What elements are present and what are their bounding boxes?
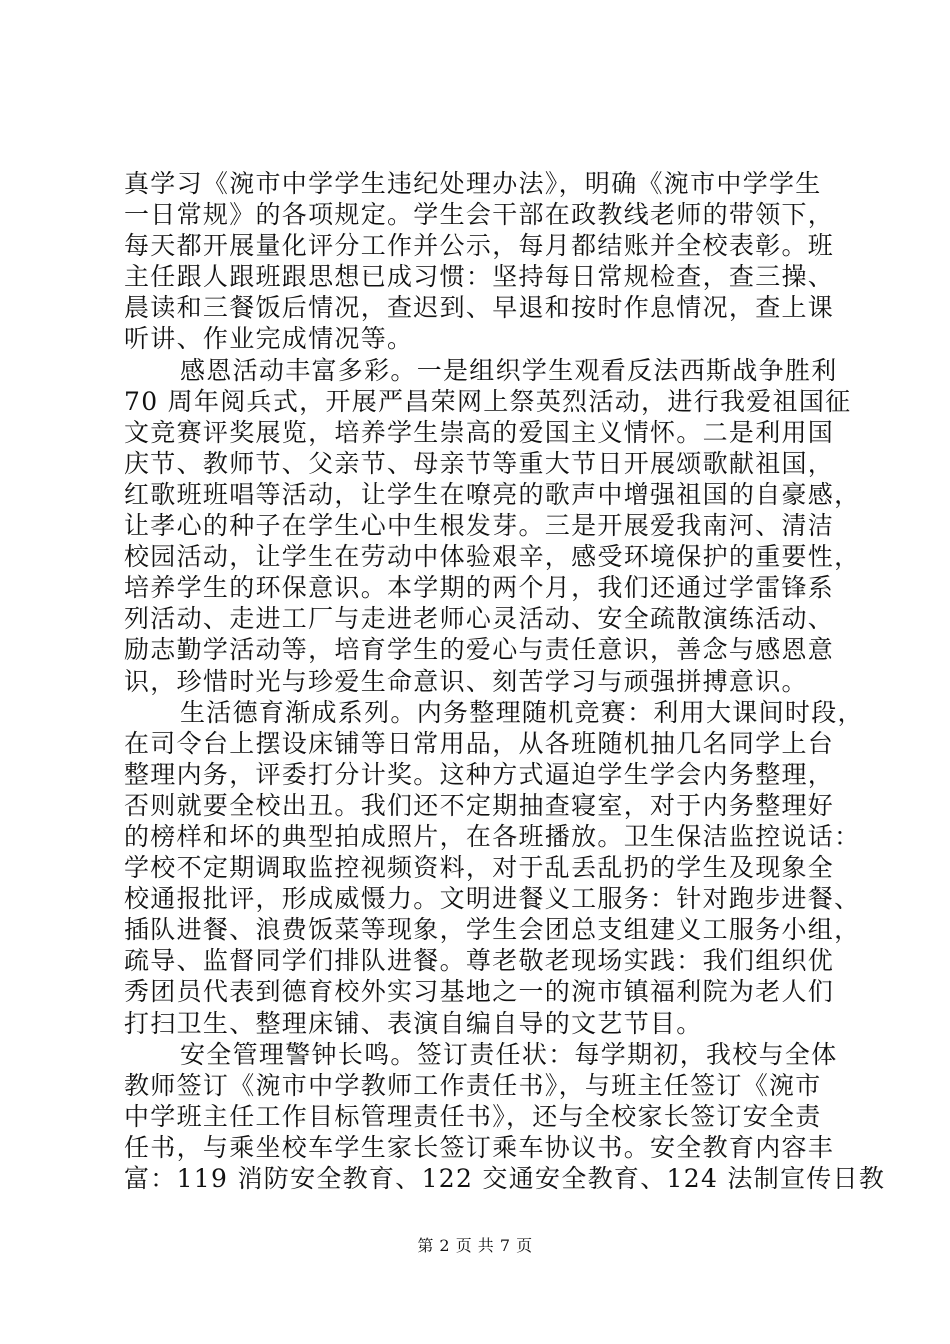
text-line: 校园活动，让学生在劳动中体验艰辛，感受环境保护的重要性， — [124, 542, 861, 572]
text-line: 校通报批评，形成威慑力。文明进餐义工服务：针对跑步进餐、 — [124, 884, 861, 914]
text-line: 中学班主任工作目标管理责任书》，还与全校家长签订安全责 — [124, 1101, 822, 1131]
text-line: 晨读和三餐饭后情况，查迟到、早退和按时作息情况，查上课 — [124, 293, 835, 323]
text-line: 励志勤学活动等，培育学生的爱心与责任意识，善念与感恩意 — [124, 635, 835, 665]
paragraph-start-line: 安全管理警钟长鸣。签订责任状：每学期初，我校与全体 — [180, 1039, 838, 1069]
text-line: 整理内务，评委打分计奖。这种方式逼迫学生学会内务整理， — [124, 759, 835, 789]
text-line: 每天都开展量化评分工作并公示，每月都结账并全校表彰。班 — [124, 231, 835, 261]
text-line: 插队进餐、浪费饭菜等现象，学生会团总支组建义工服务小组， — [124, 915, 861, 945]
body-text — [124, 168, 886, 1194]
text-line: 秀团员代表到德育校外实习基地之一的涴市镇福利院为老人们 — [124, 977, 835, 1007]
text-line: 任书，与乘坐校车学生家长签订乘车协议书。安全教育内容丰 — [124, 1132, 835, 1162]
text-line: 红歌班班唱等活动，让学生在嘹亮的歌声中增强祖国的自豪感， — [124, 479, 861, 509]
text-line: 学校不定期调取监控视频资料，对于乱丢乱扔的学生及现象全 — [124, 853, 835, 883]
text-line: 的榜样和坏的典型拍成照片，在各班播放。卫生保洁监控说话： — [124, 821, 861, 851]
text-line: 否则就要全校出丑。我们还不定期抽查寝室，对于内务整理好 — [124, 790, 835, 820]
text-line: 听讲、作业完成情况等。 — [124, 324, 414, 354]
text-line: 真学习《涴市中学学生违纪处理办法》，明确《涴市中学学生 — [124, 169, 822, 198]
text-line: 文竞赛评奖展览，培养学生崇高的爱国主义情怀。二是利用国 — [124, 417, 835, 447]
text-line: 培养学生的环保意识。本学期的两个月，我们还通过学雷锋系 — [124, 573, 835, 603]
text-line: 一日常规》的各项规定。学生会干部在政教线老师的带领下， — [124, 200, 835, 230]
text-line: 富：119 消防安全教育、122 交通安全教育、124 法制宣传日教 — [124, 1164, 886, 1193]
paragraph-start-line: 生活德育渐成系列。内务整理随机竞赛：利用大课间时段， — [180, 697, 864, 727]
text-line: 识，珍惜时光与珍爱生命意识、刻苦学习与顽强拼搏意识。 — [124, 666, 808, 696]
text-line: 庆节、教师节、父亲节、母亲节等重大节日开展颂歌献祖国， — [124, 448, 835, 478]
text-line: 教师签订《涴市中学教师工作责任书》，与班主任签订《涴市 — [124, 1070, 822, 1100]
text-line: 让孝心的种子在学生心中生根发芽。三是开展爱我南河、清洁 — [124, 511, 835, 541]
text-line: 在司令台上摆设床铺等日常用品，从各班随机抽几名同学上台 — [124, 728, 835, 758]
text-line: 70 周年阅兵式，开展严昌荣网上祭英烈活动，进行我爱祖国征 — [124, 386, 852, 416]
text-line: 主任跟人跟班跟思想已成习惯：坚持每日常规检查，查三操、 — [124, 262, 835, 292]
text-line: 疏导、监督同学们排队进餐。尊老敬老现场实践：我们组织优 — [124, 946, 835, 976]
page-number-footer: 第 2 页 共 7 页 — [417, 1236, 533, 1255]
text-line: 打扫卫生、整理床铺、表演自编自导的文艺节目。 — [124, 1008, 703, 1038]
paragraph-start-line: 感恩活动丰富多彩。一是组织学生观看反法西斯战争胜利 — [180, 355, 838, 385]
text-line: 列活动、走进工厂与走进老师心灵活动、安全疏散演练活动、 — [124, 604, 835, 634]
